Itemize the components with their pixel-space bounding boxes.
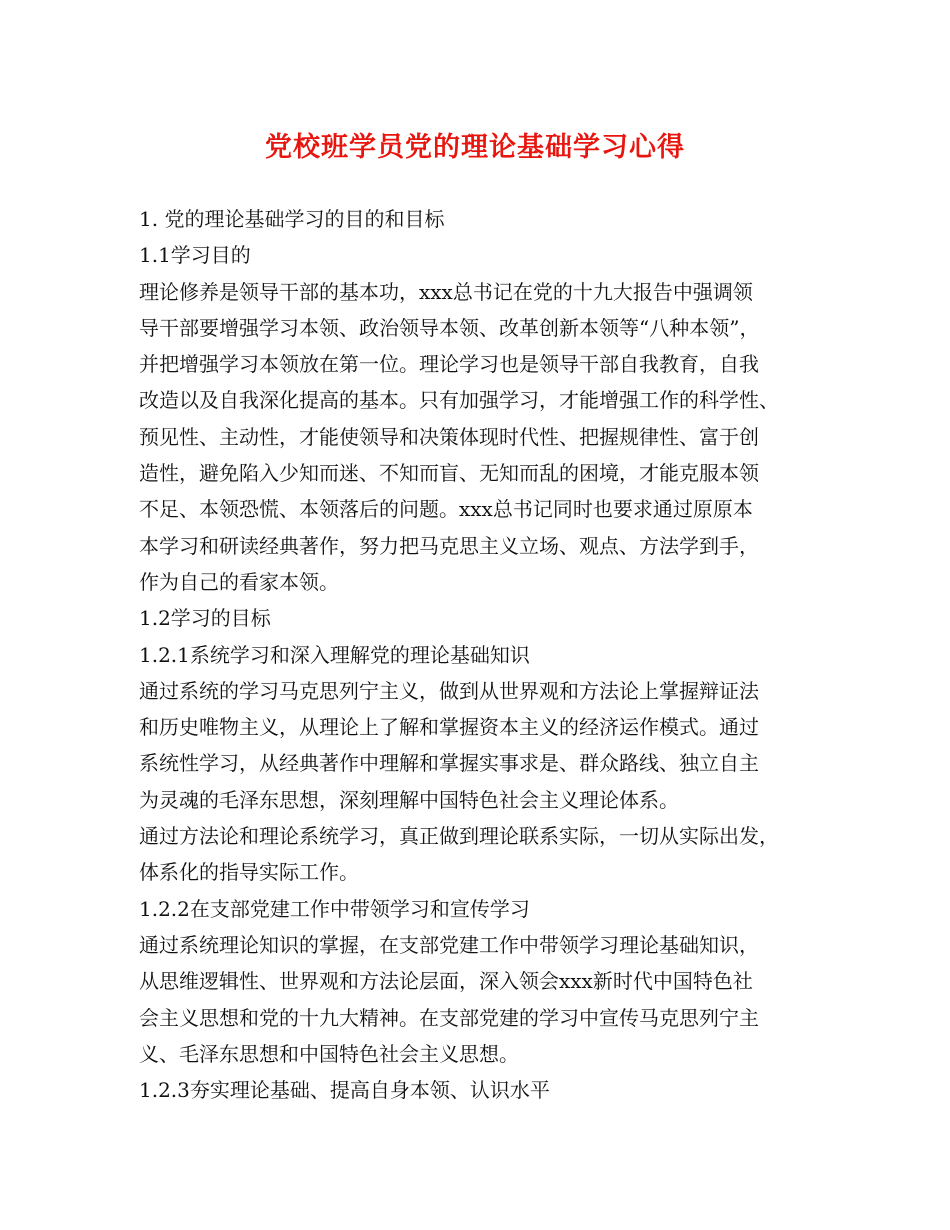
paragraph-line: 作为自己的看家本领。: [139, 569, 339, 594]
subsection-heading-1-2-1: 1.2.1系统学习和深入理解党的理论基础知识: [139, 642, 530, 667]
paragraph-line: 改造以及自我深化提高的基本。只有加强学习，才能增强工作的科学性、: [139, 388, 779, 413]
paragraph-line: 系统性学习，从经典著作中理解和掌握实事求是、群众路线、独立自主: [139, 751, 759, 776]
paragraph-line: 会主义思想和党的十九大精神。在支部党建的学习中宣传马克思列宁主: [139, 1005, 759, 1030]
subsection-heading-1-2-3: 1.2.3夯实理论基础、提高自身本领、认识水平: [139, 1078, 550, 1103]
paragraph-line: 通过系统理论知识的掌握，在支部党建工作中带领学习理论基础知识，: [139, 932, 759, 957]
paragraph-line: 为灵魂的毛泽东思想，深刻理解中国特色社会主义理论体系。: [139, 787, 679, 812]
paragraph-line: 不足、本领恐慌、本领落后的问题。xxx总书记同时也要求通过原原本: [139, 497, 753, 522]
subsection-heading-1-2: 1.2学习的目标: [139, 606, 271, 631]
paragraph-line: 导干部要增强学习本领、政治领导本领、改革创新本领等“八种本领”，: [139, 315, 760, 340]
paragraph-line: 和历史唯物主义，从理论上了解和掌握资本主义的经济运作模式。通过: [139, 715, 759, 740]
paragraph-line: 本学习和研读经典著作，努力把马克思主义立场、观点、方法学到手，: [139, 533, 759, 558]
document-title: 党校班学员党的理论基础学习心得: [265, 132, 685, 163]
document-body: [139, 201, 829, 1108]
paragraph-line: 造性，避免陷入少知而迷、不知而盲、无知而乱的困境，才能克服本领: [139, 461, 759, 486]
paragraph-line: 从思维逻辑性、世界观和方法论层面，深入领会xxx新时代中国特色社: [139, 969, 753, 994]
paragraph-line: 体系化的指导实际工作。: [139, 860, 359, 885]
section-heading-1: 1. 党的理论基础学习的目的和目标: [139, 207, 445, 231]
paragraph-line: 预见性、主动性，才能使领导和决策体现时代性、把握规律性、富于创: [139, 424, 759, 449]
subsection-heading-1-1: 1.1学习目的: [139, 243, 251, 268]
paragraph-line: 通过方法论和理论系统学习，真正做到理论联系实际，一切从实际出发，: [139, 824, 779, 849]
paragraph-line: 理论修养是领导干部的基本功，xxx总书记在党的十九大报告中强调领: [139, 279, 753, 304]
paragraph-line: 义、毛泽东思想和中国特色社会主义思想。: [139, 1041, 519, 1066]
paragraph-line: 通过系统的学习马克思列宁主义，做到从世界观和方法论上掌握辩证法: [139, 678, 759, 703]
paragraph-line: 并把增强学习本领放在第一位。理论学习也是领导干部自我教育，自我: [139, 352, 759, 377]
subsection-heading-1-2-2: 1.2.2在支部党建工作中带领学习和宣传学习: [139, 896, 530, 921]
